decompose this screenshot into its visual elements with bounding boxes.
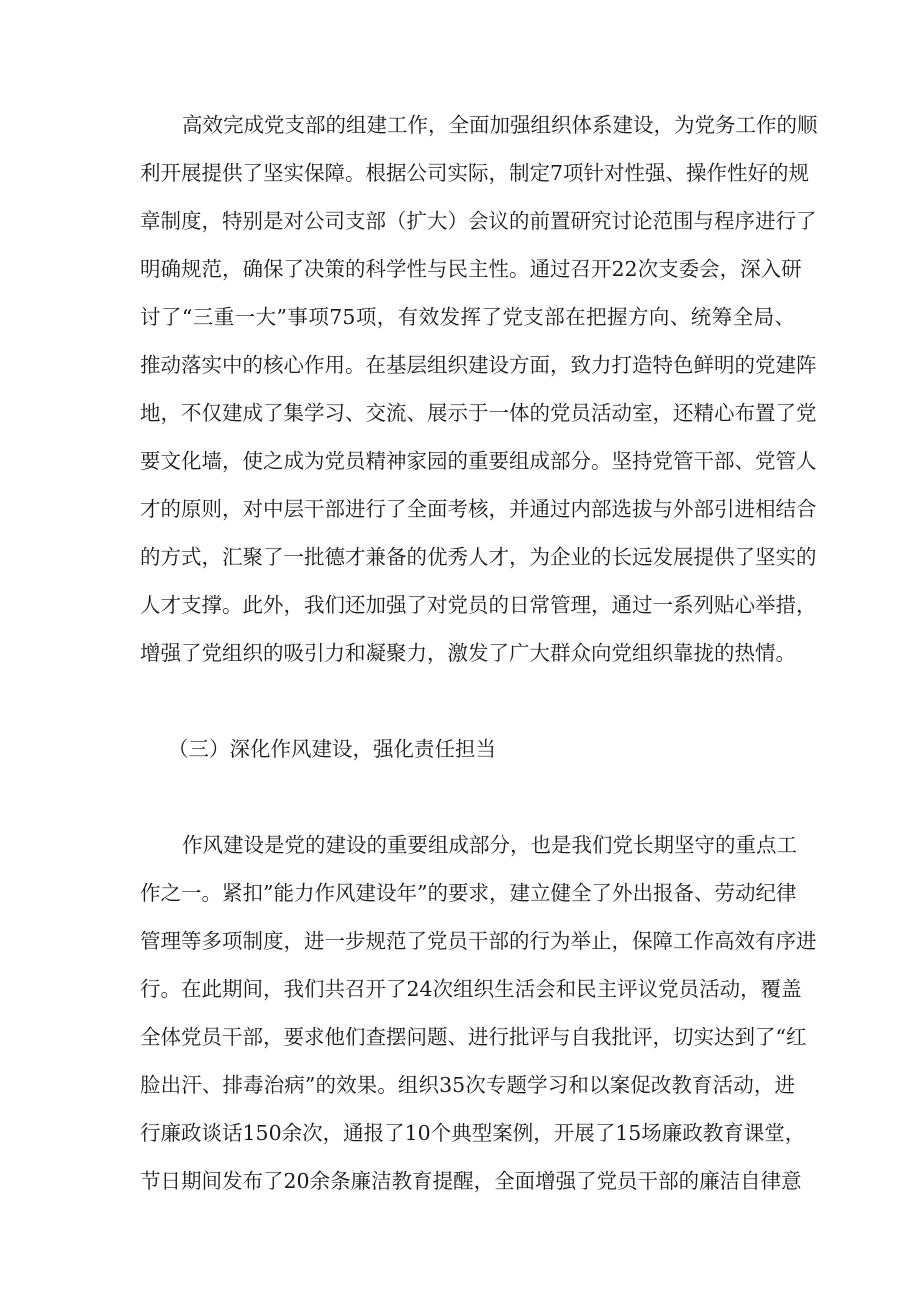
paragraph-line: 讨了“三重一大”事项75项，有效发挥了党支部在把握方向、统筹全局、 bbox=[140, 305, 795, 329]
paragraph-line: 章制度，特别是对公司支部（扩大）会议的前置研究讨论范围与程序进行了 bbox=[140, 209, 817, 233]
paragraph-line: 高效完成党支部的组建工作，全面加强组织体系建设，为党务工作的顺 bbox=[182, 113, 818, 137]
paragraph-line: 作之一。紧扣”能力作风建设年”的要求，建立健全了外出报备、劳动纪律 bbox=[140, 881, 797, 905]
paragraph-line: 的方式，汇聚了一批德才兼备的优秀人才，为企业的长远发展提供了坚实的 bbox=[140, 545, 817, 569]
document-page bbox=[140, 101, 818, 1205]
paragraph-line: 节日期间发布了20余条廉洁教育提醒，全面增强了党员干部的廉洁自律意 bbox=[140, 1169, 802, 1193]
paragraph-line: 才的原则，对中层干部进行了全面考核，并通过内部选拔与外部引进相结合 bbox=[140, 497, 817, 521]
paragraph-line: 作风建设是党的建设的重要组成部分，也是我们党长期坚守的重点工 bbox=[182, 833, 797, 857]
paragraph-line: 管理等多项制度，进一步规范了党员干部的行为举止，保障工作高效有序进 bbox=[140, 929, 817, 953]
paragraph-line: 利开展提供了坚实保障。根据公司实际，制定7项针对性强、操作性好的规 bbox=[140, 161, 810, 185]
paragraph-line: 增强了党组织的吸引力和凝聚力，激发了广大群众向党组织靠拢的热情。 bbox=[140, 641, 796, 665]
spacer bbox=[140, 677, 795, 725]
paragraph-line: 行。在此期间，我们共召开了24次组织生活会和民主评议党员活动，覆盖 bbox=[140, 977, 802, 1001]
spacer bbox=[140, 773, 795, 821]
paragraph-line: 明确规范，确保了决策的科学性与民主性。通过召开22次支委会，深入研 bbox=[140, 257, 802, 281]
paragraph-line: 地，不仅建成了集学习、交流、展示于一体的党员活动室，还精心布置了党 bbox=[140, 401, 817, 425]
paragraph-line: 人才支撑。此外，我们还加强了对党员的日常管理，通过一系列贴心举措， bbox=[140, 593, 817, 617]
section-heading: （三）深化作风建设，强化责任担当 bbox=[168, 737, 496, 761]
paragraph-line: 全体党员干部，要求他们查摆问题、进行批评与自我批评，切实达到了“红 bbox=[140, 1025, 807, 1049]
paragraph-work-style bbox=[140, 821, 817, 1205]
paragraph-line: 脸出汗、排毒治病”的效果。组织35次专题学习和以案促改教育活动，进 bbox=[140, 1073, 795, 1097]
paragraph-line: 行廉政谈话150余次，通报了10个典型案例，开展了15场廉政教育课堂， bbox=[140, 1121, 806, 1145]
paragraph-organization bbox=[140, 101, 818, 677]
paragraph-line: 要文化墙，使之成为党员精神家园的重要组成部分。坚持党管干部、党管人 bbox=[140, 449, 817, 473]
paragraph-line: 推动落实中的核心作用。在基层组织建设方面，致力打造特色鲜明的党建阵 bbox=[140, 353, 817, 377]
